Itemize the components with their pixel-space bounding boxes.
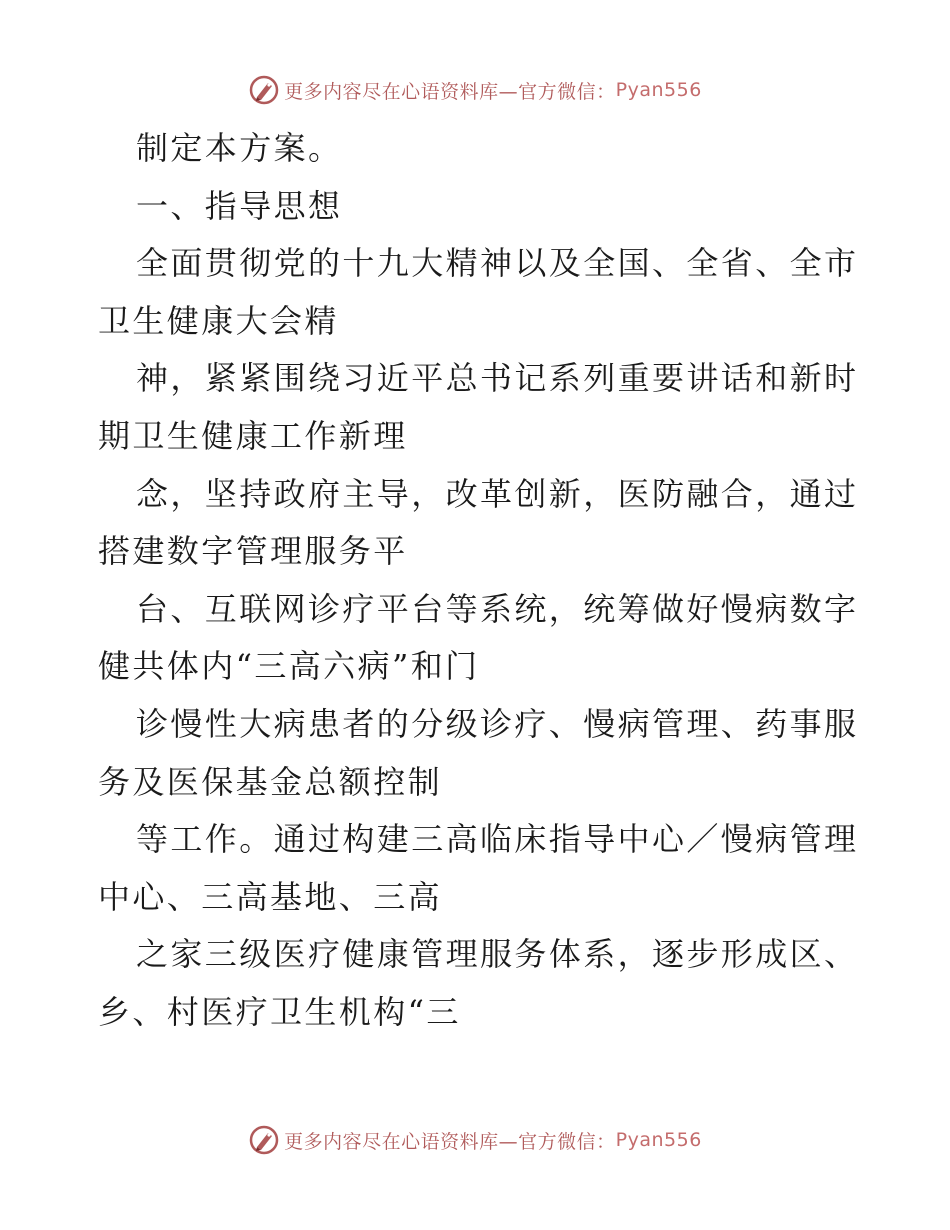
text-line: 务及医保基金总额控制 (98, 762, 443, 801)
text-line: 等工作。通过构建三高临床指导中心／慢病管理 (136, 820, 858, 859)
section-heading: 一、指导思想 (136, 186, 343, 225)
text-line: 之家三级医疗健康管理服务体系，逐步形成区、 (136, 935, 858, 974)
text-line: 制定本方案。 (136, 129, 343, 167)
header-watermark (0, 70, 950, 110)
text-line: 中心、三高基地、三高 (98, 877, 443, 916)
pen-nib-logo-icon (248, 1124, 280, 1156)
text-line: 神，紧紧围绕习近平总书记系列重要讲话和新时 (136, 359, 858, 398)
watermark-wechat-id: Pyan556 (615, 79, 702, 101)
text-line: 期卫生健康工作新理 (98, 416, 408, 455)
text-line: 卫生健康大会精 (98, 301, 339, 340)
text-line: 台、互联网诊疗平台等系统，统筹做好慢病数字 (136, 589, 858, 628)
text-line: 搭建数字管理服务平 (98, 532, 408, 571)
footer-watermark (0, 1120, 950, 1160)
document-body (98, 120, 858, 1042)
pen-nib-logo-icon (248, 74, 280, 106)
text-line: 乡、村医疗卫生机构“三 (98, 992, 461, 1031)
watermark-text: 更多内容尽在心语资料库—官方微信： (284, 1130, 616, 1153)
text-line: 全面贯彻党的十九大精神以及全国、全省、全市 (136, 244, 858, 283)
text-line: 念，坚持政府主导，改革创新，医防融合，通过 (136, 474, 858, 513)
watermark-wechat-id: Pyan556 (615, 1129, 702, 1151)
text-line: 健共体内“三高六病”和门 (98, 647, 480, 686)
watermark-text: 更多内容尽在心语资料库—官方微信： (284, 80, 616, 103)
text-line: 诊慢性大病患者的分级诊疗、慢病管理、药事服 (136, 704, 858, 743)
